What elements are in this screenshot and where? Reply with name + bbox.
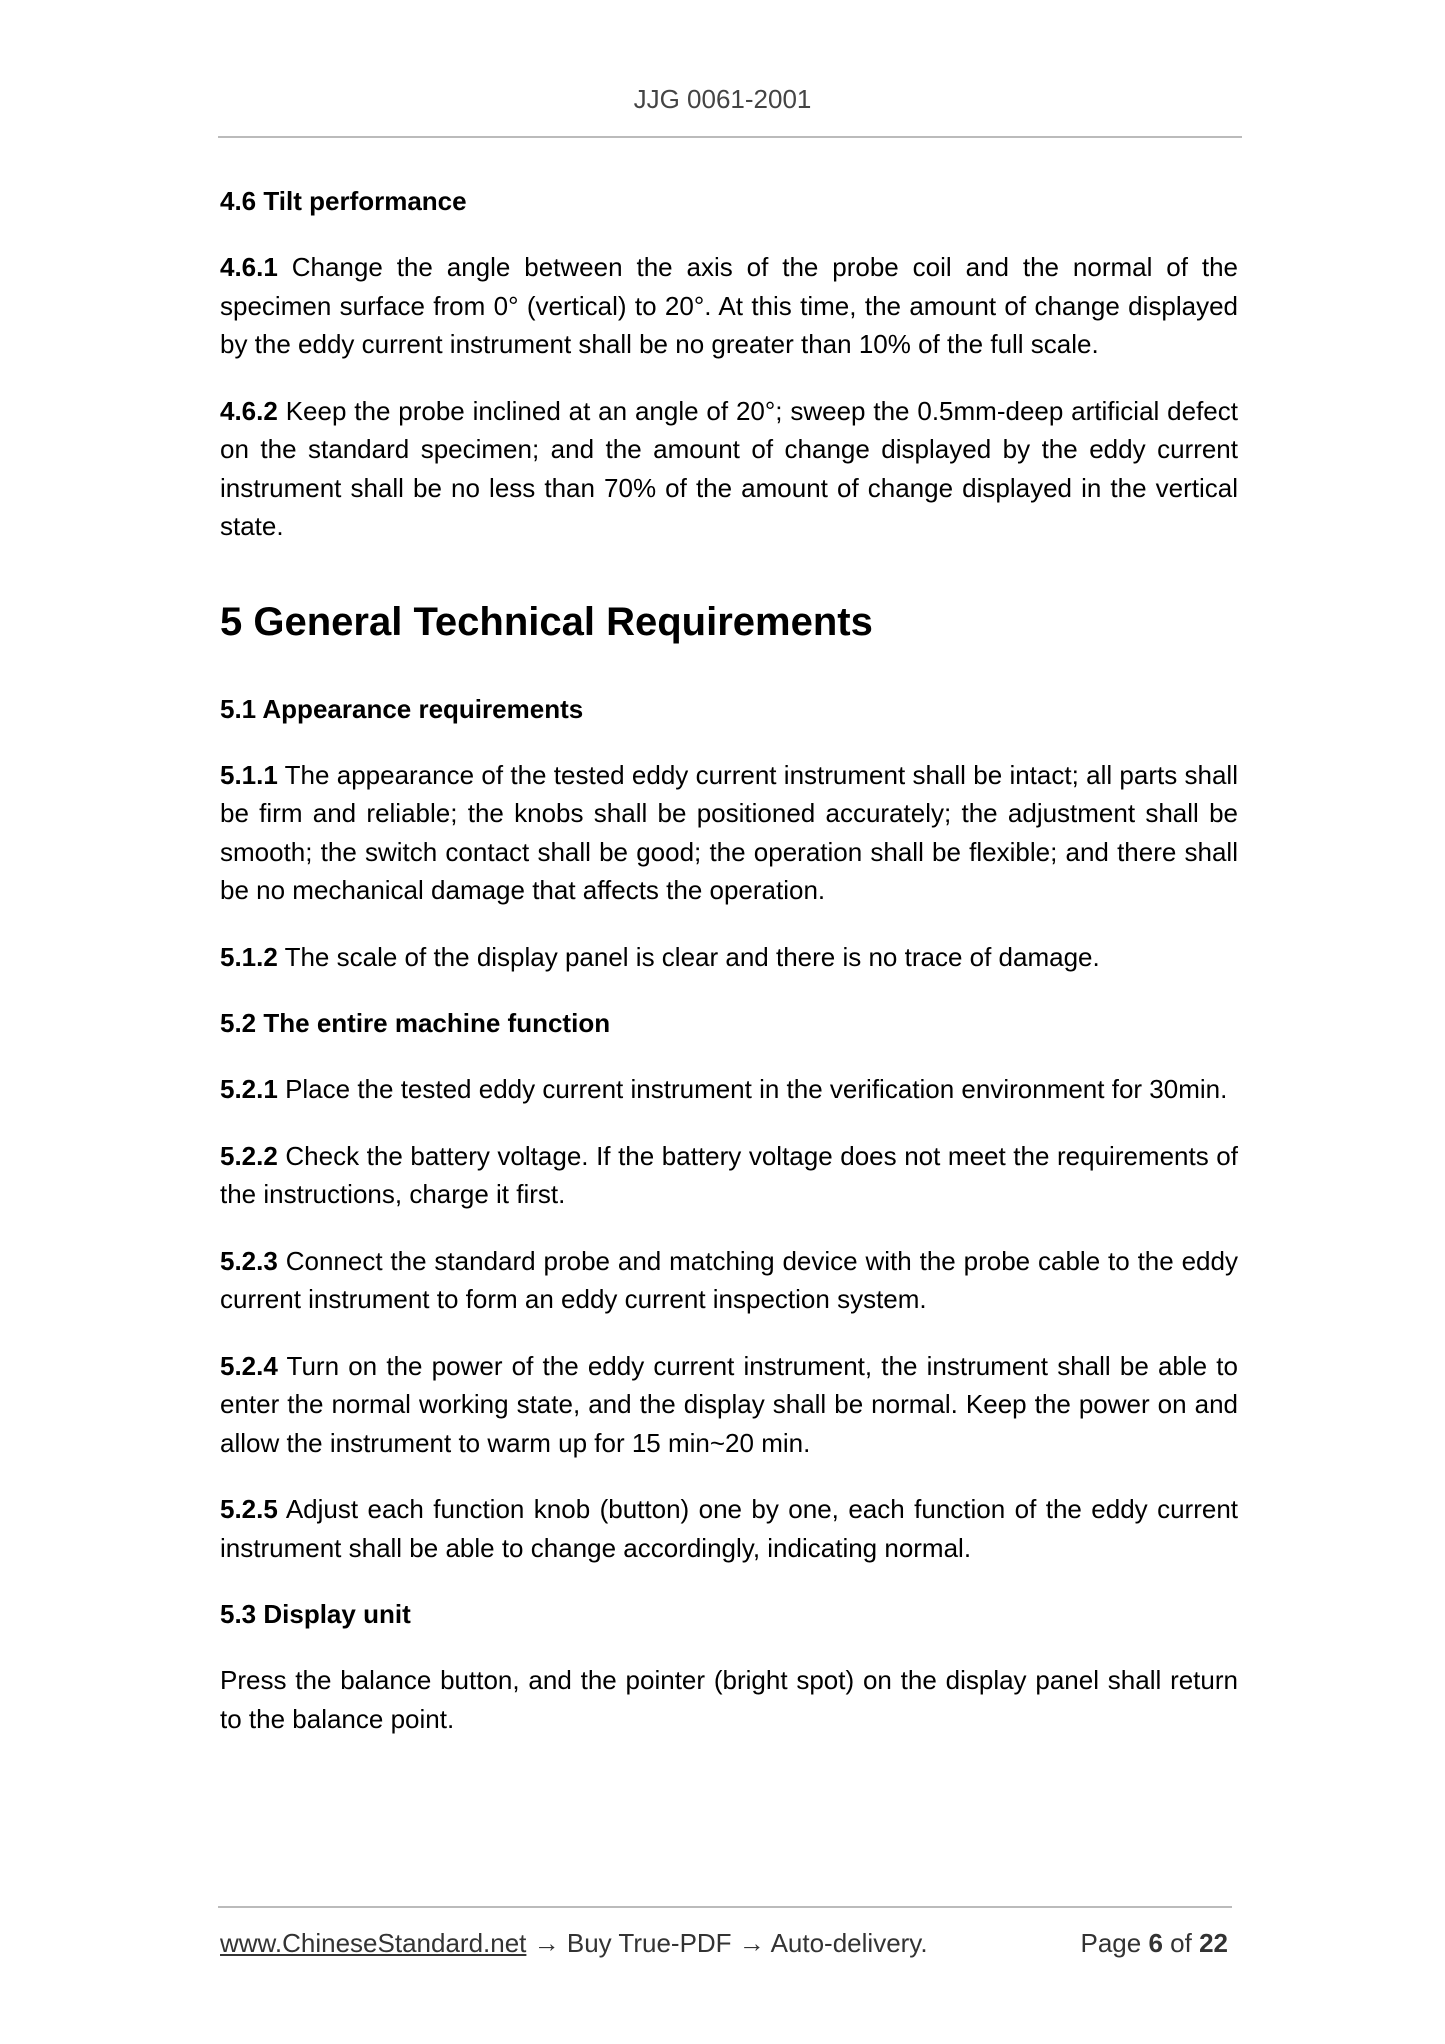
clause-text: Place the tested eddy current instrument in the verification environment for 30min.: [285, 1074, 1228, 1104]
paragraph-5-3: Press the balance button, and the pointer (bright spot) on the display panel shall return to the balance point.: [220, 1665, 1238, 1734]
paragraph-5-2-5: [220, 1490, 1238, 1567]
section-heading-5-2: 5.2 The entire machine function: [220, 1008, 611, 1038]
paragraph-4-6-2: [220, 392, 1238, 546]
clause-text: The appearance of the tested eddy current instrument shall be intact; all parts shall be firm and reliable; the knobs shall be positioned accurately; the adjustment shall be smooth; the switch contact shall be good; the operation shall be flexible; and there shall be no mechanical damage that affects the operation.: [220, 759, 1238, 905]
clause-text: Check the battery voltage. If the battery voltage does not meet the requirements of the instructions, charge it first.: [220, 1140, 1238, 1209]
clause-text: Turn on the power of the eddy current instrument, the instrument shall be able to enter the normal working state, and the display shall be normal. Keep the power on and allow the instrument to warm up for 15 min~20 min.: [220, 1350, 1238, 1458]
clause-text: Connect the standard probe and matching device with the probe cable to the eddy current instrument to form an eddy current inspection system.: [220, 1245, 1238, 1314]
section-heading-5-1: 5.1 Appearance requirements: [220, 693, 584, 724]
page-number: 6: [1148, 1928, 1163, 1958]
clause-number: 4.6.1: [220, 252, 278, 282]
document-body: [220, 182, 1238, 1766]
section-heading-5-3: 5.3 Display unit: [220, 1599, 411, 1629]
website-link[interactable]: www.ChineseStandard.net: [220, 1928, 527, 1958]
clause-number: 5.2.3: [220, 1245, 278, 1276]
section-heading-4-6: 4.6 Tilt performance: [220, 186, 467, 216]
of-label: of: [1170, 1928, 1192, 1958]
chapter-heading-5: 5 General Technical Requirements: [220, 599, 873, 644]
document-id-header: JJG 0061-2001: [633, 84, 812, 114]
clause-number: 5.2.2: [220, 1140, 278, 1171]
clause-number: 4.6.2: [220, 395, 278, 426]
paragraph-5-1-1: [220, 756, 1238, 910]
page-total: 22: [1199, 1928, 1228, 1958]
paragraph-5-2-1: [220, 1070, 1238, 1109]
paragraph-5-2-2: [220, 1137, 1238, 1214]
clause-number: 5.1.1: [220, 759, 278, 790]
clause-text: Keep the probe inclined at an angle of 20°; sweep the 0.5mm-deep artificial defect on the standard specimen; and the amount of change displayed by the eddy current instrument shall be no less than 70% of the amount of change displayed in the vertical state.: [220, 395, 1238, 541]
page-label: Page: [1080, 1928, 1142, 1958]
clause-number: 5.2.1: [220, 1074, 278, 1104]
footer-divider: [218, 1906, 1232, 1908]
clause-text: The scale of the display panel is clear and there is no trace of damage.: [284, 941, 1100, 972]
clause-number: 5.2.4: [220, 1350, 278, 1381]
paragraph-4-6-1: [220, 248, 1238, 364]
footer-tagline: → Buy True-PDF → Auto-delivery.: [526, 1928, 928, 1958]
clause-number: 5.2.5: [220, 1494, 278, 1524]
clause-number: 5.1.2: [220, 941, 278, 972]
paragraph-5-2-4: [220, 1347, 1238, 1463]
paragraph-5-1-2: [220, 938, 1238, 977]
clause-text: Adjust each function knob (button) one by one, each function of the eddy current instrument shall be able to change accordingly, indicating normal.: [220, 1494, 1239, 1563]
page-indicator: [1080, 1928, 1228, 1959]
clause-text: Change the angle between the axis of the probe coil and the normal of the specimen surface from 0° (vertical) to 20°. At this time, the amount of change displayed by the eddy current instrument shall be no greater than 10% of the full scale.: [220, 252, 1238, 359]
paragraph-5-2-3: [220, 1242, 1238, 1319]
header-divider: [218, 136, 1242, 138]
page-footer: [220, 1928, 1238, 1959]
